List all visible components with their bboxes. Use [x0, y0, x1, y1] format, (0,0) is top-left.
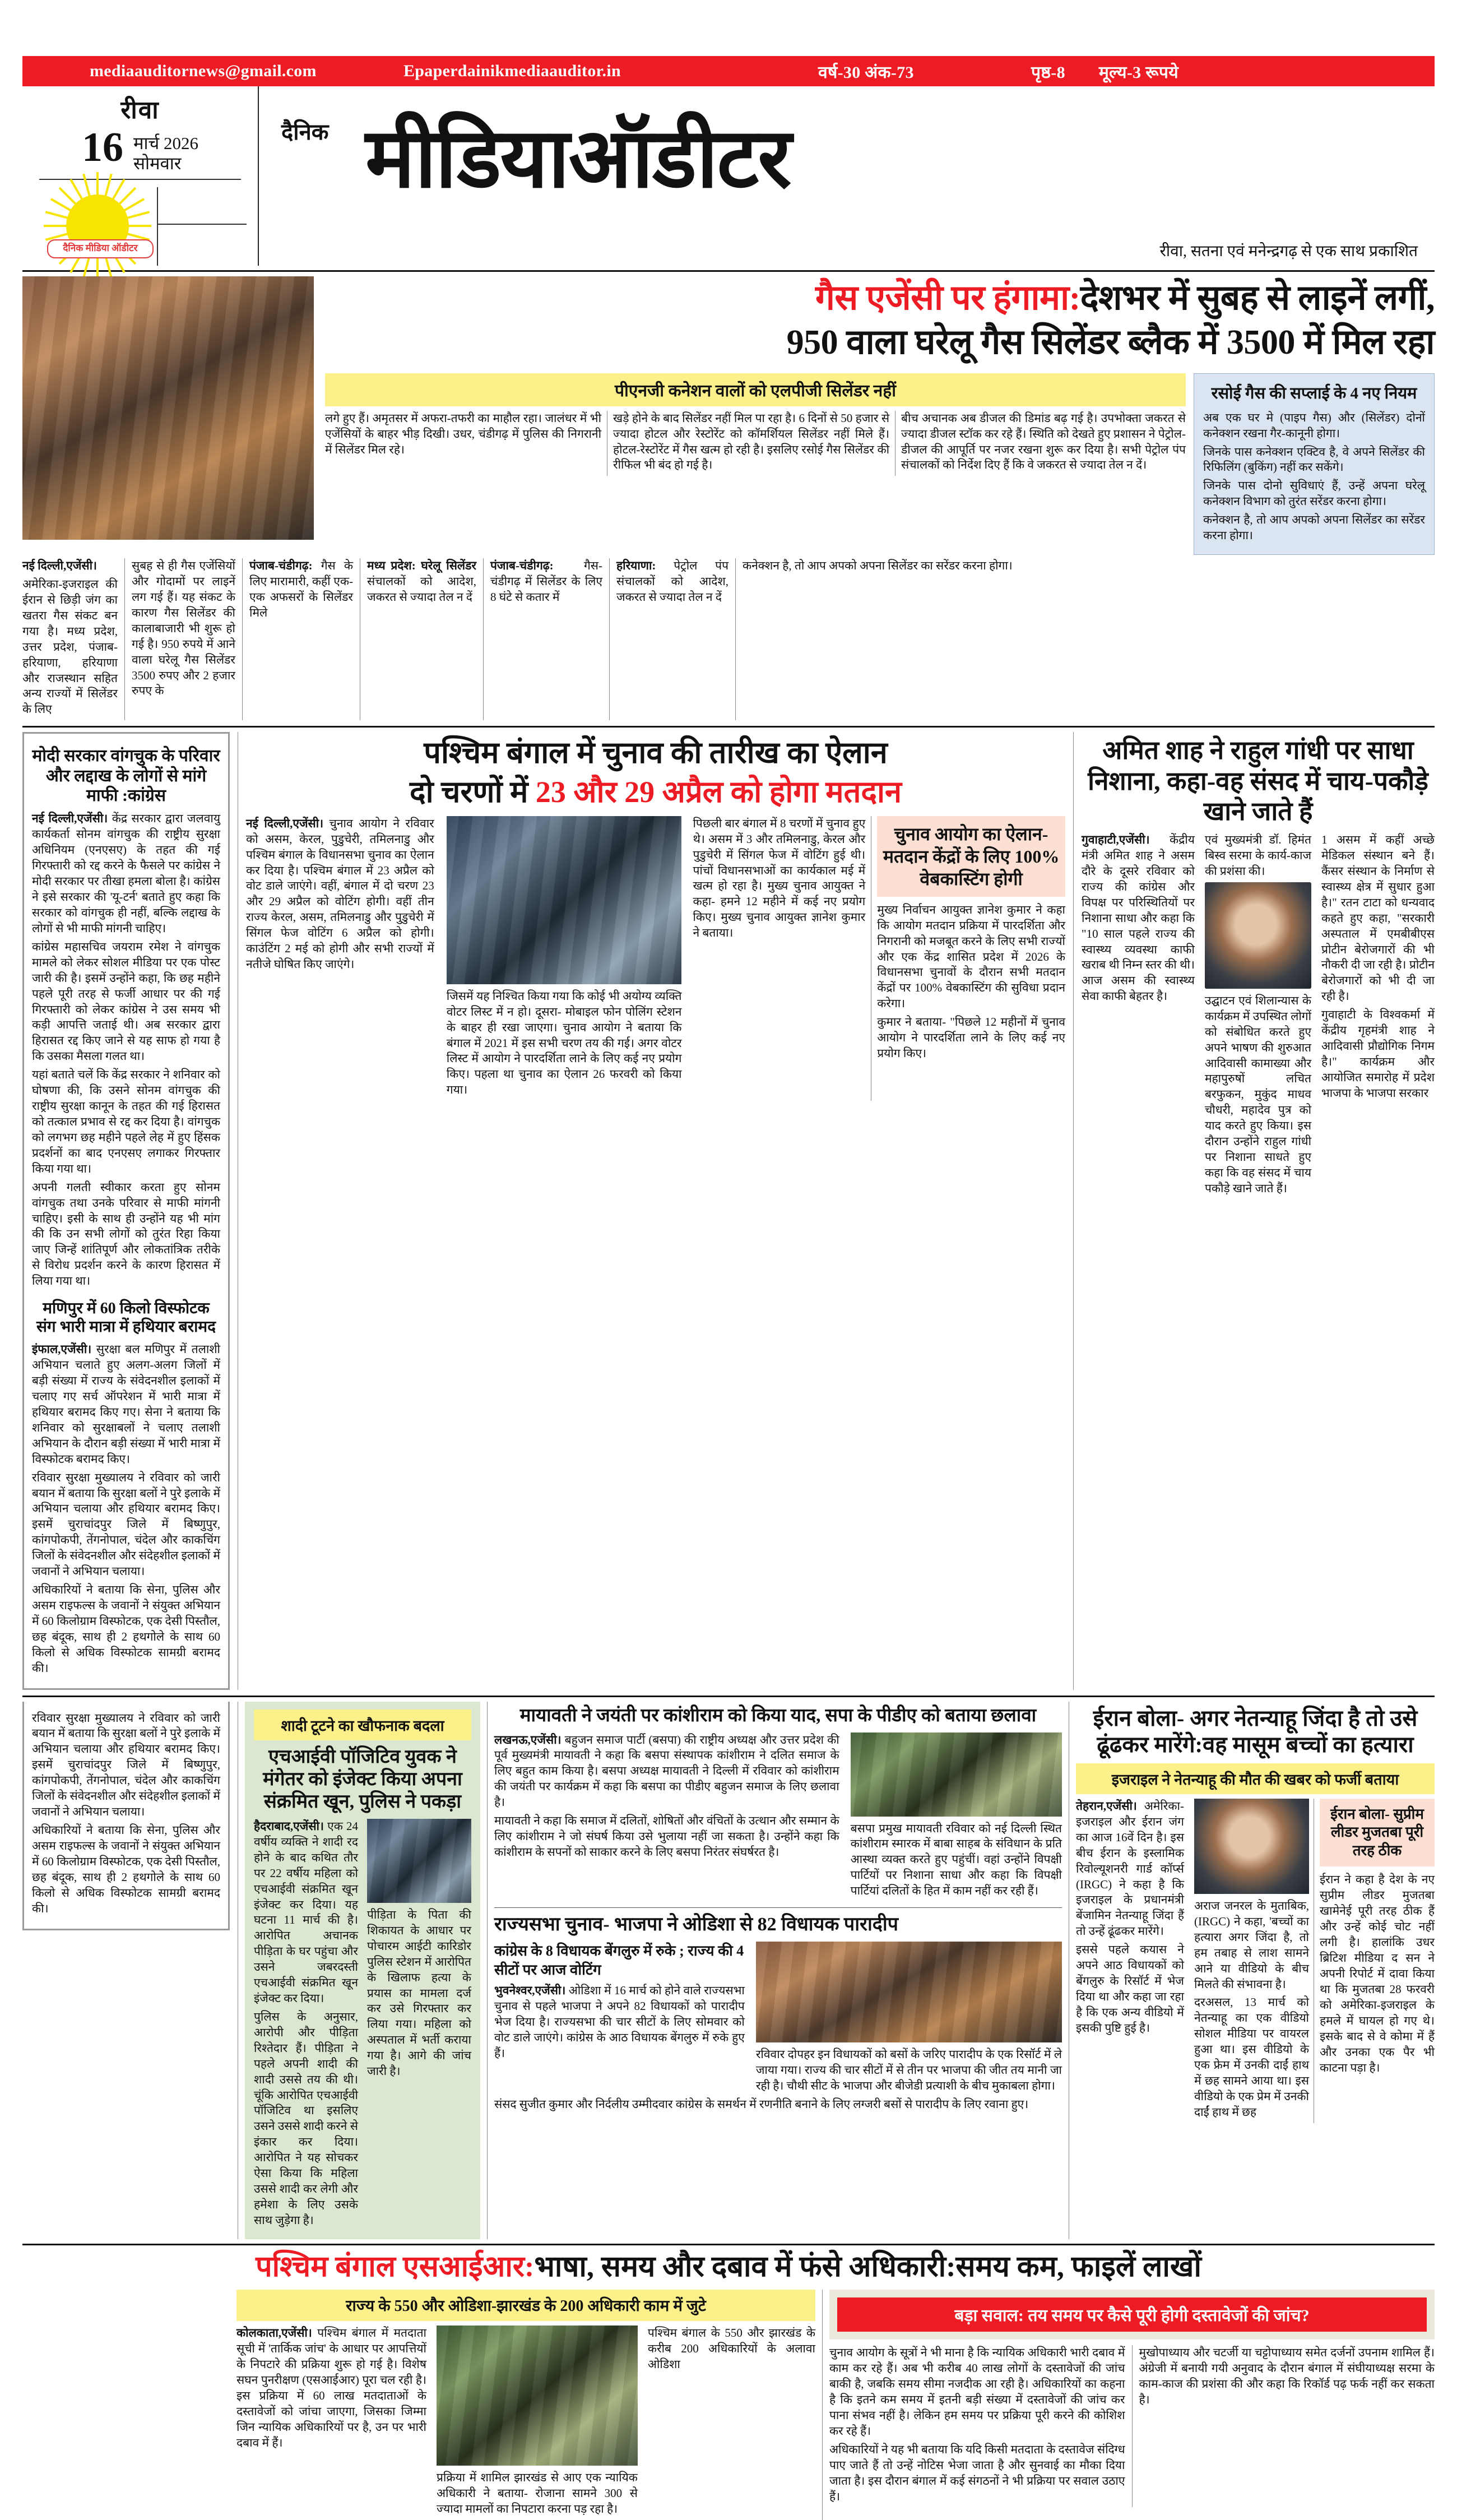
paragraph: यहां बताते चलें कि केंद्र सरकार ने शनिवार को घोषणा की, कि उसने सोनम वांगचुक की राष्ट्रीय सुरक्षा कानून के तहत की गई हिरासत को तत्काल प्रभाव से रद्द कर दिया है। वांगचुक को लगभग छह महीने पहले लेह में हुए हिंसक प्रदर्शनों का बाद एनएसए लगाकर गिरफ्तार किया गया था। — [32, 1068, 220, 1175]
page-title: मीडियाऑडीटर — [365, 113, 791, 205]
shah-photo — [1205, 882, 1311, 989]
paragraph: खड़े होने के बाद सिलेंडर नहीं मिल पा रहा है। 6 दिनों से 50 हजार से ज्यादा होटल और रेस्टोरेंट को कॉमर्शियल सिलेंडर नहीं मिले हैं। होटल-रेस्टोरेंट में गैस खत्म हो रही है। इसलिए रसोई गैस सिलेंडर की रीफिल भी बंद हो गई है। — [613, 411, 890, 472]
mayawati-headline: मायावती ने जयंती पर कांशीराम को किया याद, सपा के पीडीए को बताया छलावा — [519, 1705, 1037, 1726]
paragraph: जिनके पास दोनो सुविधाएं हैं, उन्हें अपना घरेलू कनेक्शन विभाग को तुरंत सरेंडर करना होगा। — [1203, 479, 1425, 508]
iran-col3 — [1314, 1799, 1435, 2123]
iran-story — [1069, 1702, 1435, 2239]
paragraph: पीड़िता के पिता की शिकायत के आधार पर पोचारम आईटी कारिडोर पुलिस स्टेशन में आरोपित के खिलाफ हत्या के प्रयास का मामला दर्ज कर उसे गिरफ्तार कर लिया गया। महिला को अस्पताल में भर्ती कराया गया है। आगे की जांच जारी है। — [367, 1907, 471, 2078]
rajyasabha-headline: राज्यसभा चुनाव- भाजपा ने ओडिशा से 82 विधायक पारादीप — [494, 1914, 898, 1935]
lead-body-col3 — [895, 411, 1186, 476]
mayawati-col1 — [494, 1732, 845, 1902]
sir-left-half — [230, 2290, 822, 2520]
second-band — [22, 732, 1435, 1689]
rajyasabha-sub: कांग्रेस के 8 विधायक बेंगलुरु में रुके ; राज्य की 4 सीटों पर आज वोटिंग — [494, 1943, 744, 1979]
paragraph: रविवार सुरक्षा मुख्यालय ने रविवार को जारी बयान में बताया कि सुरक्षा बलों ने पुरे इलाके में अभियान चलाया और हथियार बरामद किए। इसमें चुराचांदपुर जिले में बिष्णुपुर, कांगपोकपी, तेंगनोपाल, चंदेल और काकचिंग जिलों के संवेदनशील और संदेहशील इलाकों में जवानों ने अभियान चलाया। — [32, 1711, 220, 1819]
masthead-bottom-rule — [22, 270, 1435, 272]
left-column — [22, 732, 238, 1689]
date-day: 16 — [81, 124, 123, 170]
lead-body-col1 — [325, 411, 607, 476]
manipur-headline: मणिपुर में 60 किलो विस्फोटक संग भारी मात्रा में हथियार बरामद — [36, 1300, 216, 1336]
paragraph-text: पश्चिम बंगाल में मतदाता सूची में 'तार्किक जांच' के आधार पर आपत्तियों के निपटारे की प्रक्रिया शुरू हो गई है। विशेष सघन पुनरीक्षण (एसआईआर) पूरा चल रही है। इस प्रक्रिया में 60 लाख मतदाताओं के दस्तावेजों को जांचा जाएगा, जिसका जिम्मा जिन न्यायिक अधिकारियों पर है, उन पर भारी दबाव में हैं। — [236, 2326, 426, 2449]
sir-right-col2 — [1132, 2345, 1435, 2507]
sir-story — [22, 2250, 1435, 2520]
wangchuk-headline: मोदी सरकार वांगचुक के परिवार और लद्दाख के लोगों से मांगे माफी :कांग्रेस — [32, 747, 220, 805]
paragraph — [494, 1983, 745, 2062]
paragraph — [616, 558, 728, 605]
iran-yellow-kicker: इजराइल ने नेतन्याहू की मौत की खबर को फर्जी बताया — [1076, 1763, 1435, 1794]
paragraph — [32, 1342, 220, 1467]
paragraph — [1076, 1799, 1184, 1939]
dateline: इंफाल,एजेंसी। — [32, 1342, 92, 1356]
section-rule-1 — [22, 726, 1435, 728]
paragraph-text: सुरक्षा बल मणिपुर में तलाशी अभियान चलाते हुए अलग-अलग जिलों में बड़ी संख्या में राज्य के संवेदनशील इलाकों में चलाए गए सर्च ऑपरेशन में भारी मात्रा में हथियार बरामद किए गए। सेना ने बताया कि शनिवार को सुरक्षाबलों ने चलाए तलाशी अभियान के दौरान बड़ी संख्या में भारी मात्रा में विस्फोटक बरामद किए। — [32, 1342, 220, 1466]
bengal-headline-red: 23 और 29 अप्रैल को होगा मतदान — [535, 775, 902, 809]
rajyasabha-col1 — [494, 1942, 750, 2097]
paragraph: सुबह से ही गैस एजेंसियों और गोदामों पर लाइनें लग गई हैं। यह संकट के कारण गैस सिलेंडर की कालाबाजारी भी शुरू हो गई है। 950 रुपये में आने वाला घरेलू गैस सिलेंडर 3500 रुपए और 2 हजार रुपए के — [132, 559, 235, 698]
shah-headline: अमित शाह ने राहुल गांधी पर साधा निशाना, कहा-वह संसद में चाय-पकौड़े खाने जाते हैं — [1088, 736, 1428, 826]
sir-right-half — [822, 2290, 1435, 2520]
hiv-green-box — [245, 1702, 480, 2239]
sir-photo — [437, 2326, 638, 2466]
subcity-text: पेट्रोल पंप संचालकों को आदेश, जकरत से ज्यादा तेल न दें — [616, 559, 728, 604]
masthead-dainik-label: दैनिक — [281, 119, 329, 145]
subcity-name: पंजाब-चंडीगढ़: — [490, 559, 554, 573]
new-rules-title: रसोई गैस की सप्लाई के 4 नए नियम — [1211, 384, 1417, 402]
subcity-name: मध्य प्रदेश: घरेलू सिलेंडर — [367, 559, 476, 573]
hiv-headline: एचआईवी पॉजिटिव युवक ने मंगेतर को इंजेक्ट किया अपना संक्रमित खून, पुलिस ने पकड़ा — [263, 1746, 462, 1812]
sir-headline-kicker: पश्चिम बंगाल एसआईआर: — [256, 2250, 535, 2283]
iran-right-kicker: ईरान बोला- सुप्रीम लीडर मुजतबा पूरी तरह ठीक — [1320, 1799, 1435, 1867]
paragraph: कांग्रेस महासचिव जयराम रमेश ने वांगचुक मामले को लेकर सोशल मीडिया पर एक पोस्ट जारी की है। इसमें उन्होंने कहा, कि छह महीने पहले पूरी तरह से फर्जी आधार पर की गई गिरफ्तारी को लेकर कांग्रेस ने उस समय भी कड़ी आपत्ति जताई थी। अब सरकार द्वारा हिरासत रद्द किए जाने से यह साफ हो गया है कि उसका मैसला गलत था। — [32, 939, 220, 1063]
iran-col1 — [1076, 1799, 1190, 2123]
lead-story — [22, 276, 1435, 555]
paragraph-text: केंद्रीय मंत्री अमित शाह ने असम दौरे के दूसरे रविवार को राज्य की कांग्रेस और विपक्ष पर परिस्थितियों पर निशाना साधा और कहा कि "10 साल पहले राज्य की स्वास्थ्य व्यवस्था काफी खराब थी निम्न स्तर की थी। आज असम की स्वास्थ्य सेवा काफी बेहतर है। — [1082, 833, 1195, 1003]
paragraph: चुनाव आयोग के सूत्रों ने भी माना है कि न्यायिक अधिकारी भारी दबाव में काम कर रहे हैं। अब भी करीब 40 लाख लोगों के दस्तावेजों की जांच बाकी है, जबकि समय सीमा नजदीक आ रही है। अधिकारियों का कहना है कि इतने कम समय में इतनी बड़ी संख्या में दस्तावेजों की जांच कर पाना संभव नहीं है। लेकिन हम समय पर प्रक्रिया पूरी करने की कोशिश कर रहे हैं। — [829, 2346, 1125, 2438]
left-column-cont — [22, 1702, 238, 2239]
hiv-kicker: शादी टूटने का खौफनाक बदला — [254, 1710, 471, 1740]
lead-cont-col1 — [22, 558, 124, 720]
dateline: कोलकाता,एजेंसी। — [236, 2326, 312, 2340]
paragraph: 1 असम में कहीं अच्छे मेडिकल संस्थान बने हैं। कैंसर संस्थान के निर्माण से स्वास्थ्य क्षेत्र में सुधार हुआ है।" रतन टाटा को धन्यवाद कहते हुए कहा, "सरकारी अस्पताल में एमबीबीएस प्रोटीन बेरोजगारों की भी नौकरी दी जा रही है। प्रोटीन बेरोजगारों को भी दी जा रही है। — [1321, 833, 1435, 1003]
paragraph: अधिकारियों ने बताया कि सेना, पुलिस और असम राइफल्स के जवानों ने संयुक्त अभियान में 60 किलोग्राम विस्फोटक, एक देसी पिस्तौल, छह बंदूक, साथ ही 2 हथगोले के साथ 60 किलो से अधिक विस्फोटक सामग्री बरामद की। — [32, 1823, 220, 1915]
subcity-name: हरियाणा: — [616, 559, 656, 573]
paragraph: कनेक्शन है, तो आप अपको अपना सिलेंडर का सरेंडर करना होगा। — [743, 559, 1013, 573]
paragraph: पश्चिम बंगाल के 550 और झारखंड के करीब 200 अधिकारियों के अलावा ओडिशा — [647, 2326, 815, 2371]
dateline: नई दिल्ली,एजेंसी। — [32, 812, 108, 826]
top-info-bar — [22, 56, 1435, 86]
lead-headline-kicker: गैस एजेंसी पर हंगामा: — [815, 279, 1080, 317]
hiv-photo — [367, 1819, 471, 1903]
mayawati-col2 — [845, 1732, 1062, 1902]
masthead — [22, 86, 1435, 266]
date-month-year: मार्च 2026 — [133, 133, 198, 153]
sun-logo-icon — [34, 187, 163, 260]
bengal-headline-black: दो चरणों में — [410, 775, 536, 809]
paragraph: गुवाहाटी के विश्वकर्मा में केंद्रीय गृहमंत्री शाह ने आदिवासी प्रौद्योगिक निगम है।" कार्यक्रम और आयोजित समारोह में प्रदेश भाजपा के भाजपा सरकार — [1321, 1008, 1435, 1100]
subcity-name: पंजाब-चंडीगढ़: — [249, 559, 313, 573]
bengal-headline-line2 — [246, 775, 1065, 810]
sir-col3 — [642, 2326, 815, 2520]
masthead-left — [22, 86, 259, 266]
paragraph: लगे हुए हैं। अमृतसर में अफरा-तफरी का माहौल रहा। जालंधर में भी एजेंसियों के बाहर भीड़ दिखी। उधर, चंडीगढ़ में पुलिस की निगरानी में सिलेंडर मिल रहे। — [325, 411, 602, 456]
paragraph: अधिकारियों ने बताया कि सेना, पुलिस और असम राइफल्स के जवानों ने संयुक्त अभियान में 60 किलोग्राम विस्फोटक, एक देसी पिस्तौल, छह बंदूक, साथ ही 2 हथगोले के साथ 60 किलो से अधिक विस्फोटक सामग्री बरामद की। — [32, 1583, 220, 1675]
paragraph: पुलिस के अनुसार, आरोपी और पीड़िता रिश्तेदार हैं। पीड़िता ने पहले अपनी शादी की शादी उससे तय की थी। चूंकि आरोपित एचआईवी पॉजिटिव था इसलिए उसने उससे शादी करने से इंकार कर दिया। आरोपित ने यह सोचकर ऐसा किया कि महिला उससे शादी कर लेगी और हमेशा के लिए उसके साथ जुड़ेगा है। — [254, 2009, 358, 2227]
netanyahu-photo — [1194, 1799, 1309, 1894]
publication-date — [22, 124, 258, 173]
paragraph: मायावती ने कहा कि समाज में दलितों, शोषितों और वंचितों के उत्थान और सम्मान के लिए कांशीराम ने जो संघर्ष किया उसे भुलाया नहीं जा सकता है। उन्होंने कहा कि कांशीराम के सपनों को साकार करने के लिए बसपा निरंतर संघर्षरत है। — [494, 1814, 839, 1859]
paragraph: जिनके पास कनेक्शन एक्टिव है, वे अपने सिलेंडर की रिफिलिंग (बुकिंग) नहीं कर सकेंगे। — [1203, 444, 1425, 474]
paragraph — [249, 558, 353, 621]
divider — [494, 1907, 1062, 1908]
edition-city: रीवा — [120, 96, 160, 124]
paragraph — [494, 1732, 839, 1811]
hiv-story — [238, 1702, 487, 2239]
paragraph: अराज जनरल के मुताबिक, (IRGC) ने कहा, 'बच्चों का हत्यारा अगर जिंदा है, तो हम तबाह से लाश सामने आने या वीडियो के बीच मिलते की संभावना है। — [1194, 1898, 1309, 1991]
shah-story — [1074, 732, 1435, 1689]
shah-col3 — [1316, 832, 1435, 1199]
lead-sub-left — [325, 373, 1194, 555]
paragraph: इससे पहले कयास ने अपने आठ विधायकों को बेंगलुरु के रिसॉर्ट में भेज दिया था और कहा जा रहा है कि एक अन्य वीडियो में इसकी पुष्टि हुई है। — [1076, 1943, 1184, 2035]
bengal-photo-col — [441, 816, 688, 1101]
dateline: हैदराबाद,एजेंसी। — [254, 1819, 324, 1833]
subcity-text: गैस-चंडीगढ़ में सिलेंडर के लिए 8 घंटे से कतार में — [490, 559, 602, 604]
sir-right-col1 — [829, 2345, 1132, 2507]
dateline: नई दिल्ली,एजेंसी। — [22, 559, 97, 573]
email-address: mediaauditornews@gmail.com — [90, 62, 317, 80]
lead-yellow-heading: पीएनजी कनेशन वालों को एलपीजी सिलेंडर नहीं — [325, 373, 1186, 406]
logo-badge-text: दैनिक मीडिया ऑडीटर — [47, 239, 154, 258]
lead-headline-line2: 950 वाला घरेलू गैस सिलेंडर ब्लैक में 3500 में मिल रहा — [786, 323, 1435, 362]
lead-cont-col4 — [360, 558, 483, 720]
paragraph: कुमार ने बताया- "पिछले 12 महीनों में चुनाव आयोग ने पारदर्शिता लाने के लिए कई नए प्रयोग किए। — [877, 1015, 1065, 1060]
paragraph: अब एक घर मे (पाइप गैस) और (सिलेंडर) दोनों कनेक्शन रखना गैर-कानूनी होगा। — [1203, 410, 1425, 440]
iran-col2 — [1190, 1799, 1314, 2123]
paragraph-text: केंद्र सरकार द्वारा जलवायु कार्यकर्ता सोनम वांगचुक की राष्ट्रीय सुरक्षा अधिनियम (एनएसए) के तहत की गई गिरफ्तारी को रद्द करने के फैसले पर कांग्रेस ने मोदी सरकार पर तीखा हमला बोला है। कांग्रेस ने इसे सरकार की 'यू-टर्न' बताते हुए कहा कि सरकार को वांगचुक ही नहीं, बल्कि लद्दाख के लोगों से भी माफी मांगनी चाहिए। — [32, 812, 220, 935]
page-count: पृष्ठ-8 — [1031, 63, 1065, 82]
paragraph: जिसमें यह निश्चित किया गया कि कोई भी अयोग्य व्यक्ति वोटर लिस्ट में न हो। दूसरा- मोबाइल फोन पोलिंग स्टेशन के बाहर ही रखा जाएगा। चुनाव आयोग ने बताया कि बंगाल में 2021 में इस सभी चरण तय की गई। अगर वोटर लिस्ट में आयोग ने पारदर्शिता लाने के लिए कई नए प्रयोग किए। पहला था चुनाव का ऐलान 26 फरवरी को किया गया। — [446, 989, 682, 1097]
paragraph — [32, 811, 220, 936]
bengal-col1 — [246, 816, 441, 1101]
lead-photo-wrap — [22, 276, 314, 555]
mayawati-rs-column — [487, 1702, 1069, 2239]
lead-cont-col2 — [124, 558, 242, 720]
paragraph-text: अमेरिका-इजराइल और ईरान जंग का आज 16वें दिन है। इस बीच ईरान के इस्लामिक रिवोल्यूशनरी गार्ड कॉर्प्स (IRGC) ने कहा है कि इजराइल के प्रधानमंत्री बेंजामिन नेतन्याहू जिंदा हैं तो उन्हें ढूंढकर मारेंगे। — [1076, 1799, 1184, 1938]
shah-col2 — [1200, 832, 1316, 1199]
paragraph — [236, 2326, 426, 2450]
iran-headline: ईरान बोला- अगर नेतन्याहू जिंदा है तो उसे ढूंढकर मारेंगे:वह मासूम बच्चों का हत्यारा — [1093, 1705, 1418, 1757]
lead-right — [314, 276, 1435, 555]
volume-issue: वर्ष-30 अंक-73 — [818, 63, 914, 82]
paragraph: कनेक्शन है, तो आप अपको अपना सिलेंडर का सरेंडर करना होगा। — [1203, 513, 1425, 543]
rajyasabha-photo — [756, 1942, 1062, 2042]
hiv-col2 — [363, 1819, 471, 2231]
subcity-text: गैस के लिए मारामारी, कहीं एक-एक अफसरों के सिलेंडर मिले — [249, 559, 353, 619]
sir-yellow-kicker: राज्य के 550 और ओडिशा-झारखंड के 200 अधिकारी काम में जुटे — [236, 2290, 815, 2321]
paragraph: मुख्य निर्वाचन आयुक्त ज्ञानेश कुमार ने कहा कि आयोग मतदान प्रक्रिया में पारदर्शिता और निगरानी को मजबूत करने के लिए सभी राज्यों और एक केंद्र शासित प्रदेश में 2026 के विधानसभा चुनावों के दौरान सभी मतदान केंद्रों पर 100% वेबकास्टिंग की सुविधा प्रदान करेगा। — [877, 902, 1065, 1011]
paragraph: संसद सुजीत कुमार और निर्दलीय उम्मीदवार कांग्रेस के समर्थन में रणनीति बनाने के लिए लग्जरी बसों से पारादीप के लिए रवाना हुए। — [494, 2097, 1029, 2111]
dateline: भुवनेश्वर,एजेंसी। — [494, 1983, 566, 1997]
paragraph — [1082, 832, 1195, 1004]
paragraph: पिछली बार बंगाल में 8 चरणों में चुनाव हुए थे। असम में 3 और तमिलनाडु, केरल और पुडुचेरी में सिंगल फेज में वोटिंग हुई थी। पांचों विधानसभाओं का कार्यकाल मई में खत्म हो रहा है। मुख्य चुनाव आयुक्त ने कहा- हमने 12 महीने में कई नए प्रयोग किए। मुख्य चुनाव आयुक्त ज्ञानेश कुमार ने बताया। — [693, 816, 866, 940]
paragraph: अपनी गलती स्वीकार करता हुए सोनम वांगचुक तथा उनके परिवार से माफी मांगनी चाहिए। इसी के साथ ही उन्होंने यह भी मांग की कि उन सभी लोगों को तुरंत रिहा किया जाए जिन्हें शांतिपूर्ण और लोकतांत्रिक तरीके से विरोध प्रदर्शन करने के कारण हिरासत में लिया गया था। — [32, 1180, 220, 1288]
lead-body-col2 — [607, 411, 895, 476]
bengal-headline-line1: पश्चिम बंगाल में चुनाव की तारीख का ऐलान — [424, 736, 888, 770]
lead-cont-col3 — [242, 558, 360, 720]
paragraph — [367, 558, 476, 605]
lead-cont-col6 — [609, 558, 735, 720]
sir-red-kicker: बड़ा सवाल: तय समय पर कैसे पूरी होगी दस्तावेजों की जांच? — [837, 2297, 1427, 2332]
paragraph — [246, 816, 434, 972]
rajyasabha-col2 — [750, 1942, 1062, 2097]
shah-col1 — [1082, 832, 1200, 1199]
lead-headline-rest: देशभर में सुबह से लाइनें लगीं, — [1080, 279, 1435, 317]
paragraph: अधिकारियों ने यह भी बताया कि यदि किसी मतदाता के दस्तावेज संदिग्ध पाए जाते हैं तो उन्हें नोटिस भेजा जाता है और सुनवाई का मौका दिया जाता है। इस दौरान बंगाल में कई संगठनों ने भी प्रक्रिया पर सवाल उठाए हैं। — [829, 2442, 1125, 2503]
sir-red-box-wrap — [829, 2290, 1435, 2340]
dateline: गुवाहाटी,एजेंसी। — [1082, 833, 1150, 847]
paragraph: बसपा प्रमुख मायावती रविवार को नई दिल्ली स्थित कांशीराम स्मारक में बाबा साहब के संविधान के प्रति आस्था व्यक्त करते हुए पहुंचीं। वहां उन्होंने विपक्षी पार्टियों पर निशाना साधा और कहा कि विपक्षी पार्टियां दलितों के हित में काम नहीं कर रही हैं। — [850, 1821, 1062, 1898]
sir-headline — [22, 2250, 1435, 2284]
paragraph: अमेरिका-इजराइल की ईरान से छिड़ी जंग का खतरा गैस संकट बन गया है। मध्य प्रदेश, उत्तर प्रदेश, पंजाब-हरियाणा, हरियाणा और राजस्थान सहित अन्य राज्यों में सिलेंडर के लिए — [22, 577, 118, 716]
lead-headline — [325, 276, 1435, 365]
paragraph: मुखोपाध्याय और चटर्जी या चट्टोपाध्याय समेत दर्जनों उपनाम शामिल हैं। अंग्रेजी में बनायी गयी अनुवाद के दौरान बंगाल में संघीयाध्यक्ष सरमा के काम-काज की प्रशंसा की और कहा कि रिकॉर्ड पढ़ फर्क नहीं कर सकता है। — [1139, 2346, 1435, 2406]
paragraph-text: एक 24 वर्षीय व्यक्ति ने शादी रद होने के बाद कथित तौर पर 22 वर्षीय महिला को एचआईवी संक्रमित खून इंजेक्ट कर दिया। यह घटना 11 मार्च की है। आरोपित अचानक पीड़िता के घर पहुंचा और उसने जबरदस्ती एचआईवी संक्रमित खून इंजेक्ट कर दिया। — [254, 1819, 358, 2005]
paragraph — [22, 558, 118, 574]
subcity-text: संचालकों को आदेश, जकरत से ज्यादा तेल न दें — [367, 575, 476, 604]
mayawati-photo — [851, 1732, 1062, 1817]
paragraph: रविवार सुरक्षा मुख्यालय ने रविवार को जारी बयान में बताया कि सुरक्षा बलों ने पुरे इलाके में अभियान चलाया और हथियार बरामद किए। इसमें चुराचांदपुर जिले में बिष्णुपुर, कांगपोकपी, तेंगनोपाल, चंदेल और काकचिंग जिलों के संवेदनशील और संदेहशील इलाकों में जवानों ने अभियान चलाया। — [32, 1470, 220, 1578]
paragraph: रविवार दोपहर इन विधायकों को बसों के जरिए पारादीप के एक रिसॉर्ट में ले जाया गया। राज्य की चार सीटों में से तीन पर भाजपा की जीत तय मानी जा रही है। चौथी सीट के भाजपा और बीजेडी प्रत्याशी के बीच मुकाबला होगा। — [755, 2048, 1062, 2093]
dateline: नई दिल्ली,एजेंसी। — [246, 816, 324, 830]
masthead-right — [259, 86, 1435, 266]
paragraph: दरअसल, 13 मार्च को नेतन्याहू का एक वीडियो सोशल मीडिया पर वायरल हुआ था। इस वीडियो के एक फ्रेम में उनकी दाईं हाथ में छह सामने आया था। इस वीडियो के एक प्रेम में उनकी दाईं हाथ में छह — [1194, 1995, 1309, 2119]
manipur-cont-box — [22, 1702, 230, 1930]
epaper-url[interactable]: Epaperdainikmediaauditor.in — [403, 62, 621, 80]
bengal-photo — [447, 816, 682, 984]
masthead-tagline: रीवा, सतना एवं मनेन्द्रगढ़ से एक साथ प्रकाशित — [1159, 243, 1418, 260]
new-rules-box — [1194, 373, 1435, 555]
paragraph: बीच अचानक अब डीजल की डिमांड बढ़ गई है। उपभोक्ता जकरत से ज्यादा डीजल स्टॉक कर रहे हैं। स्थिति को देखते हुए प्रशासन ने पेट्रोल-डीजल की आपूर्ति पर नजर रखना शुरू कर दिया है। सभी पेट्रोल पंप संचालकों को निर्देश दिए हैं कि वे जकरत से ज्यादा तेल न दें। — [901, 411, 1186, 472]
dateline: लखनऊ,एजेंसी। — [494, 1732, 562, 1747]
wangchuk-box — [22, 732, 230, 1689]
paragraph: उद्घाटन एवं शिलान्यास के कार्यक्रम में उपस्थित लोगों को संबोधित करते हुए अपने भाषण की शुरुआत आदिवासी कामाख्या और महापुरुषों लचित बरफुकन, मुकुंद माधव चौधरी, महादेव पुत्र को याद करते हुए किया। इस दौरान उन्होंने राहुल गांधी पर निशाना साधते हुए कहा कि वह संसद में चाय पकौड़े खाने जाते हैं। — [1204, 993, 1312, 1195]
paragraph: प्रक्रिया में शामिल झारखंड से आए एक न्यायिक अधिकारी ने बताया- रोजाना सामने 300 से ज्यादा मामलों का निपटारा करना पड़ रहा है। — [436, 2471, 638, 2516]
sir-headline-rest: भाषा, समय और दबाव में फंसे अधिकारी:समय कम, फाइलें लाखों — [534, 2250, 1201, 2283]
lead-photo — [22, 276, 314, 540]
paragraph: ईरान ने कहा है देश के नए सुप्रीम लीडर मुजतबा खामेनेई पूरी तरह ठीक हैं और उन्हें कोई चोट नहीं लगी है। हालांकि उधर ब्रिटिश मीडिया द सन ने अपनी रिपोर्ट में दावा किया था कि मुजतबा 28 फरवरी को अमेरिका-इजराइल के हमले में घायल हो गए थे। इसके बाद से वे कोमा में हैं और उनका एक पैर भी काटना पड़ा है। — [1319, 1873, 1435, 2074]
sir-photo-col — [432, 2326, 642, 2520]
third-band — [22, 1702, 1435, 2239]
price: मूल्य-3 रूपये — [1098, 63, 1178, 82]
lead-cont-col5 — [483, 558, 609, 720]
newspaper-page — [0, 56, 1457, 2516]
paragraph — [490, 558, 602, 605]
paragraph-text: ओडिशा में 16 मार्च को होने वाले राज्यसभा चुनाव से पहले भाजपा ने अपने 82 विधायकों को पारादीप भेज दिया है। राज्यसभा की चार सीटों के लिए सोमवार को वोट डाले जाएंगे। कांग्रेस के आठ विधायक बेंगलुरु में रुके हुए हैं। — [494, 1983, 745, 2060]
section-rule-3 — [22, 2244, 1435, 2245]
section-rule-2 — [22, 1696, 1435, 1697]
date-weekday: सोमवार — [133, 153, 182, 173]
paragraph: एवं मुख्यमंत्री डॉ. हिमंत बिस्व सरमा के कार्य-काज की प्रशंसा की। — [1204, 833, 1312, 878]
bengal-story — [238, 732, 1074, 1689]
hiv-col1 — [254, 1819, 363, 2231]
paragraph-text: बहुजन समाज पार्टी (बसपा) की राष्ट्रीय अध्यक्ष और उत्तर प्रदेश की पूर्व मुख्यमंत्री मायावती ने कहा कि बसपा संस्थापक कांशीराम ने दलित समाज के लिए बहुत काम किया है। बसपा अध्यक्ष मायावती ने दिल्ली में रविवार को कांशीराम की जयंती पर कार्यक्रम में कहा कि बसपा का पीडीए बहुजन समाज के लिए छलावा है। — [494, 1732, 839, 1809]
lead-sub-right — [1194, 373, 1435, 555]
sir-col1 — [236, 2326, 432, 2520]
paragraph-text: चुनाव आयोग ने रविवार को असम, केरल, पुडुचेरी, तमिलनाडु और पश्चिम बंगाल के विधानसभा चुनाव का ऐलान कर दिया है। पश्चिम बंगाल में 23 अप्रैल को वोट डाले जाएंगे। वहीं, बंगाल में दो चरण 23 और 29 अप्रैल को वोटिंग होगी। वहीं तीन राज्य केरल, असम, तमिलनाडु और पुडुचेरी में सिंगल फेज वोटिंग 6 अप्रैल को होगी। काउंटिंग 2 मई को होगी और सभी राज्यों में नतीजे घोषित किए जाएंगे। — [246, 816, 434, 971]
commission-box-title: चुनाव आयोग का ऐलान- मतदान केंद्रों के लिए 100% वेबकास्टिंग होगी — [877, 816, 1065, 897]
bengal-commission-box — [871, 816, 1065, 1101]
paragraph — [254, 1819, 358, 2007]
bengal-col3 — [687, 816, 871, 1101]
lead-cont-col7 — [735, 558, 1435, 720]
dateline: तेहरान,एजेंसी। — [1076, 1799, 1137, 1813]
